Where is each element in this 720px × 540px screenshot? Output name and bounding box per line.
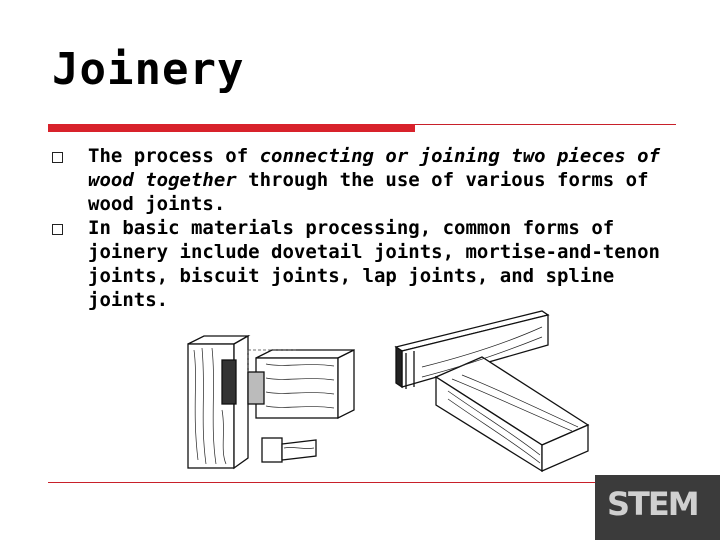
bullet-square-icon [52, 224, 63, 235]
stem-logo [595, 475, 720, 540]
bullet-1-emphasis: connecting or joining two pieces of wood together [88, 145, 660, 191]
slide-title: Joinery [52, 44, 245, 95]
bullet-square-icon [52, 152, 63, 163]
bullet-2 [52, 216, 672, 312]
mortise-tenon-joint-illustration [186, 330, 361, 470]
bullet-1 [52, 144, 672, 216]
stem-logo-text: STEM [607, 485, 698, 523]
footer-rule [48, 482, 676, 483]
bullet-1-pre: The process of [88, 145, 260, 167]
bullet-list [52, 144, 672, 312]
title-rule-thick [48, 124, 415, 132]
spline-joint-illustration [392, 305, 592, 475]
bullet-1-post: through the use of various forms of wood joints. [88, 169, 649, 215]
bullet-2-text: In basic materials processing, common forms of joinery include dovetail joints, mortise-and-tenon joints, biscuit joints, lap joints, and spline joints. [88, 217, 660, 311]
